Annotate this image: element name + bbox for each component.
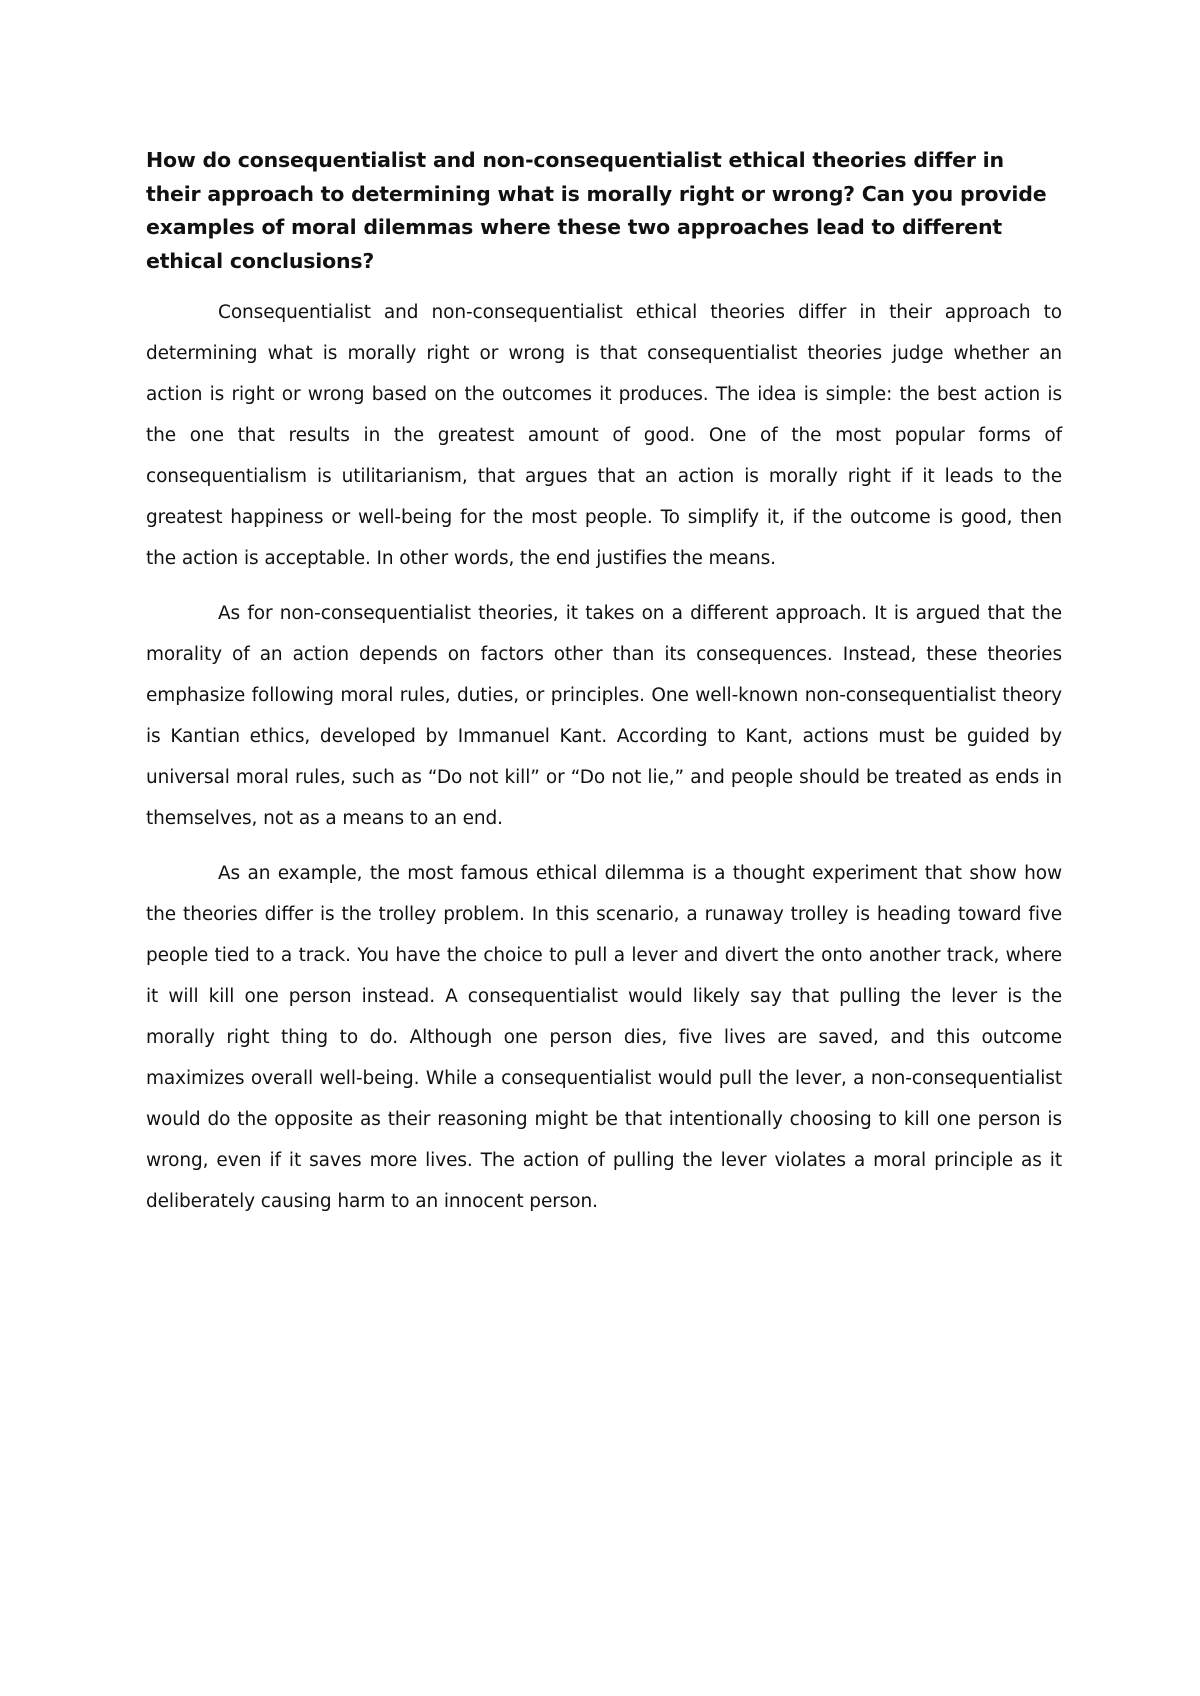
question-heading: How do consequentialist and non-consequentialist ethical theories differ in their approach to determining what is morally right or wrong? Can you provide examples of moral dilemmas where these two approaches lead to different ethical conclusions? (146, 148, 1047, 273)
document-body (146, 144, 1062, 1236)
paragraph-consequentialism: Consequentialist and non-consequentialist ethical theories differ in their approach to determining what is morally right or wrong is that consequentialist theories judge whether an action is right or wrong based on the outcomes it produces. The idea is simple: the best action is the one that results in the greatest amount of good. One of the most popular forms of consequentialism is utilitarianism, that argues that an action is morally right if it leads to the greatest happiness or well-being for the most people. To simplify it, if the outcome is good, then the action is acceptable. In other words, the end justifies the means. (146, 302, 1062, 569)
paragraph-trolley-problem: As an example, the most famous ethical dilemma is a thought experiment that show how the theories differ is the trolley problem. In this scenario, a runaway trolley is heading toward five people tied to a track. You have the choice to pull a lever and divert the onto another track, where it will kill one person instead. A consequentialist would likely say that pulling the lever is the morally right thing to do. Although one person dies, five lives are saved, and this outcome maximizes overall well-being. While a consequentialist would pull the lever, a non-consequentialist would do the opposite as their reasoning might be that intentionally choosing to kill one person is wrong, even if it saves more lives. The action of pulling the lever violates a moral principle as it deliberately causing harm to an innocent person. (146, 863, 1062, 1212)
paragraph-non-consequentialism: As for non-consequentialist theories, it takes on a different approach. It is argued that the morality of an action depends on factors other than its consequences. Instead, these theories emphasize following moral rules, duties, or principles. One well-known non-consequentialist theory is Kantian ethics, developed by Immanuel Kant. According to Kant, actions must be guided by universal moral rules, such as “Do not kill” or “Do not lie,” and people should be treated as ends in themselves, not as a means to an end. (146, 603, 1062, 829)
